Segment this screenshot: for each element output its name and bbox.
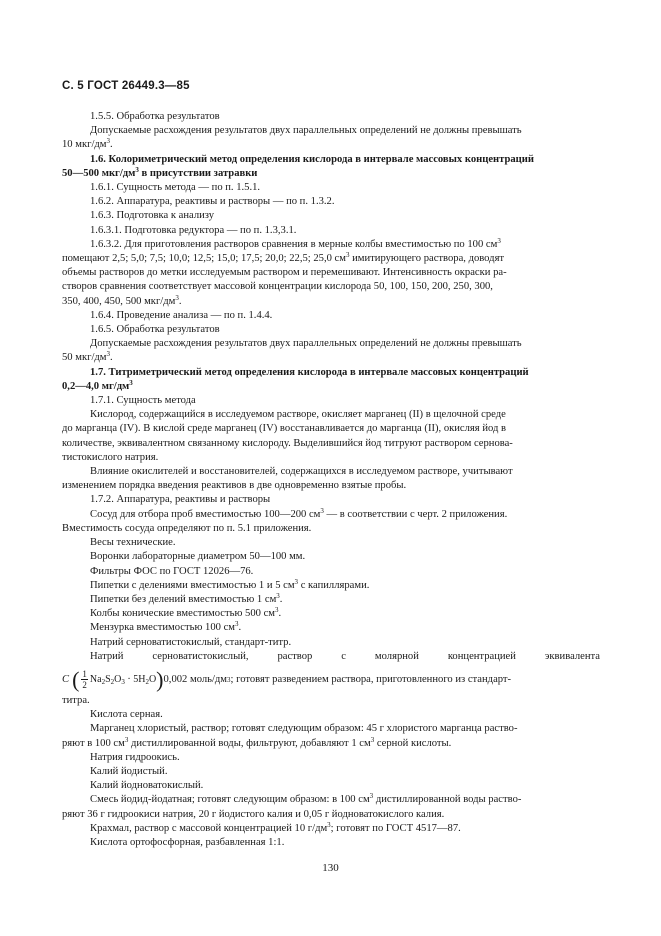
chemical-formula: C ( $\frac{1}{2}$ $Na_2S_2O_3 \cdot 5H_2O$ ) 0,002 моль/дм 3 ; готовят разведением раствора, приготовленного из стандарт-: [62, 666, 512, 692]
list-item: Фильтры ФОС по ГОСТ 12026—76.: [90, 565, 254, 577]
paragraph: 1.5.5. Обработка результатов: [90, 111, 220, 122]
list-item: Калий йодистый.: [90, 765, 168, 777]
list-item: Весы технические.: [90, 537, 176, 549]
paragraph: Смесь йодид-йодатная; готовят следующим образом: в 100 $см^3$ дистиллированной воды раство-: [90, 792, 522, 806]
paragraph: до марганца (IV). В кислой среде марганец (IV) восстанавливается до марганца (II), окисляя йод в: [62, 423, 507, 435]
paragraph: створов сравнения соответствует массовой концентрации кислорода 50, 100, 150, 200, 250, 300,: [62, 281, 493, 293]
paragraph: Сосуд для отбора проб вместимостью 100—200 $см^3$ — в соответствии с черт. 2 приложения.: [90, 506, 508, 520]
paragraph: 10 мкг/$дм^3$.: [62, 137, 113, 151]
page-body: [62, 110, 600, 850]
list-item: Мензурка вместимостью 100 $см^3$.: [90, 620, 242, 634]
page-header: С. 5 ГОСТ 26449.3—85: [62, 80, 190, 92]
list-item: Натрия гидроокись.: [90, 751, 180, 763]
paragraph: 1.6.3. Подготовка к анализу: [90, 210, 215, 222]
list-item: Колбы конические вместимостью 500 $см^3$.: [90, 606, 282, 620]
paragraph: титра.: [62, 694, 90, 706]
paragraph: Крахмал, раствор с массовой концентрацией 10 $г/дм^3$; готовят по ГОСТ 4517—87.: [90, 820, 461, 834]
page-number: 130: [322, 862, 339, 874]
paragraph: Влияние окислителей и восстановителей, содержащихся в исследуемом растворе, учитывают: [90, 466, 513, 478]
list-item: Кислота ортофосфорная, разбавленная 1:1.: [90, 836, 285, 848]
paragraph: тистокислого натрия.: [62, 451, 159, 463]
list-item: Натрий серноватистокислый, стандарт-титр.: [90, 636, 292, 648]
list-item: Пипетки без делений вместимостью 1 $см^3$.: [90, 591, 283, 605]
paragraph: изменением порядка введения реактивов в две одновременно взятые пробы.: [62, 480, 407, 492]
formula-compound: $Na_2S_2O_3 \cdot 5H_2O$: [89, 673, 157, 686]
paragraph: объемы растворов до метки исследуемым раствором и перемешивают. Интенсивность окраски ра-: [62, 267, 507, 279]
list-item: Кислота серная.: [90, 709, 163, 721]
paragraph: 1.6.5. Обработка результатов: [90, 324, 220, 336]
list-item: Пипетки с делениями вместимостью 1 и 5 $см^3$ с капиллярами.: [90, 577, 370, 591]
section-heading: 0,2—4,0 $мг/дм^3$: [62, 378, 133, 392]
section-heading: 50—500 мкг/$дм^3$ в присутствии затравки: [62, 165, 258, 179]
paragraph: 1.7.1. Сущность метода: [90, 395, 196, 407]
paragraph: Допускаемые расхождения результатов двух параллельных определений не должны превышать: [90, 125, 522, 137]
paragraph: 1.6.3.1. Подготовка редуктора — по п. 1.3,3.1.: [90, 224, 297, 236]
paragraph: Кислород, содержащийся в исследуемом растворе, окисляет марганец (II) в щелочной среде: [90, 409, 506, 421]
paragraph: Натрий серноватистокислый, раствор с молярной концентрацией эквивалента: [90, 650, 600, 662]
section-heading: 1.7. Титриметрический метод определения кислорода в интервале массовых концентраций: [90, 366, 529, 378]
paragraph: 1.6.1. Сущность метода — по п. 1.5.1.: [90, 182, 261, 194]
paragraph: 350, 400, 450, 500 мкг/$дм^3$.: [62, 293, 182, 307]
paragraph: ряют 36 г гидроокиси натрия, 20 г йодистого калия и 0,05 г йодноватокислого калия.: [62, 808, 445, 820]
paragraph: количестве, эквивалентном связанному кислороду. Выделившийся йод титруют раствором сернова-: [62, 437, 513, 449]
paragraph: 1.6.3.2. Для приготовления растворов сравнения в мерные колбы вместимостью по 100 $см^3$: [90, 236, 501, 250]
paragraph: Вместимость сосуда определяют по п. 5.1 приложения.: [62, 522, 312, 534]
section-heading: 1.6. Колориметрический метод определения кислорода в интервале массовых концентраций: [90, 153, 534, 165]
paragraph: 1.6.2. Аппаратура, реактивы и растворы — по п. 1.3.2.: [90, 196, 335, 208]
list-item: Калий йодноватокислый.: [90, 780, 204, 792]
paragraph: 1.6.4. Проведение анализа — по п. 1.4.4.: [90, 309, 273, 321]
paragraph: Допускаемые расхождения результатов двух параллельных определений не должны превышать: [90, 338, 522, 350]
paragraph: помещают 2,5; 5,0; 7,5; 10,0; 12,5; 15,0; 17,5; 20,0; 22,5; 25,0 $см^3$ имитирующего раствора, доводят: [62, 251, 505, 265]
formula-fraction: $\frac{1}{2}$: [82, 669, 87, 691]
paragraph: ряют в 100 $см^3$ дистиллированной воды, фильтруют, добавляют 1 $см^3$ серной кислоты.: [62, 735, 452, 749]
paragraph: Марганец хлористый, раствор; готовят следующим образом: 45 г хлористого марганца раство-: [90, 723, 518, 735]
list-item: Воронки лабораторные диаметром 50—100 мм.: [90, 551, 306, 563]
paragraph: 1.7.2. Аппаратура, реактивы и растворы: [90, 494, 271, 506]
paragraph: 50 мкг/$дм^3$.: [62, 350, 113, 364]
